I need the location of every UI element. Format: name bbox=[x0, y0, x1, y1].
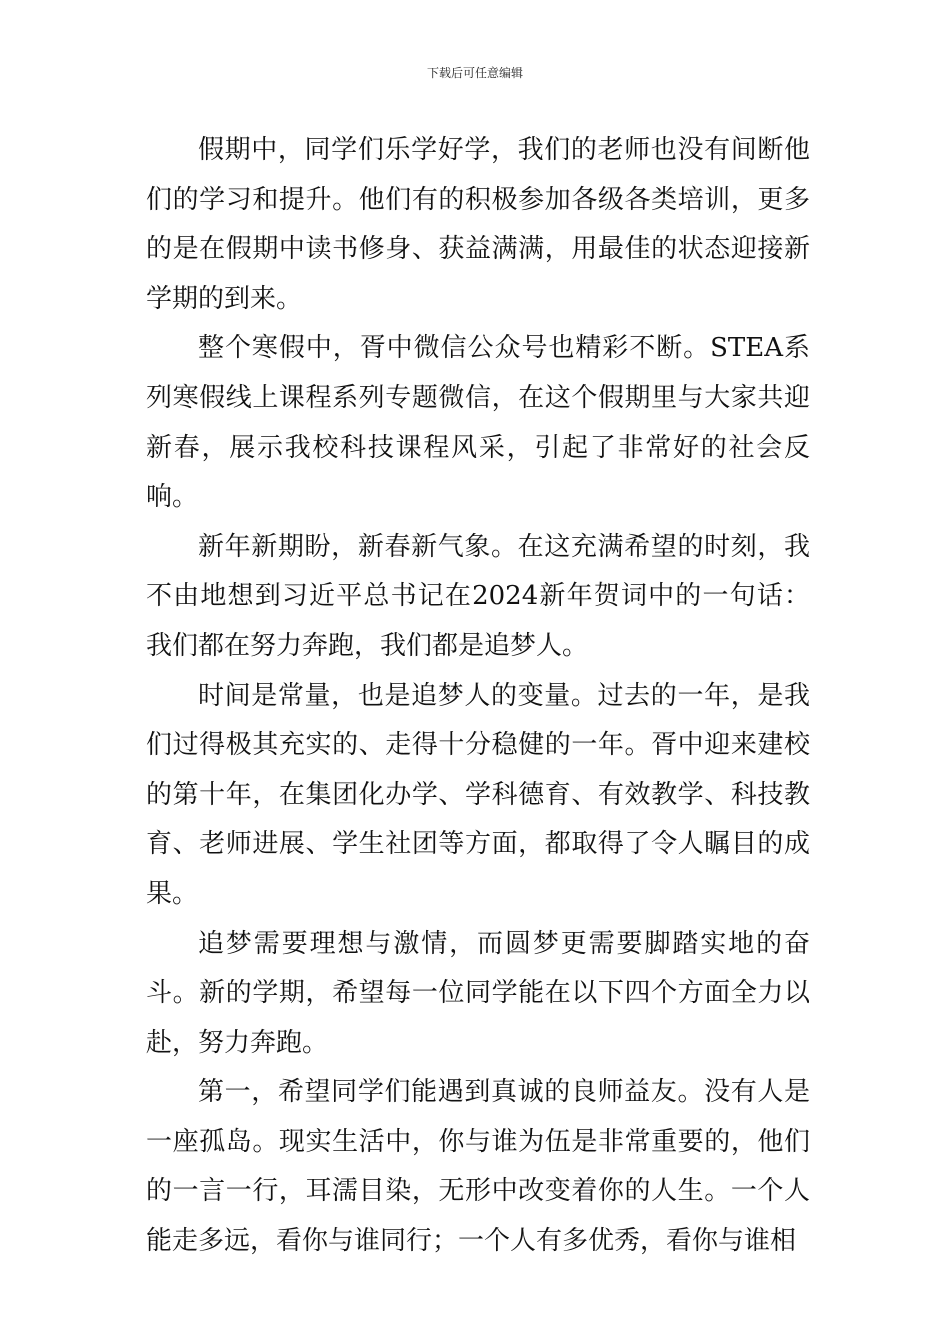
document-body bbox=[146, 126, 810, 1267]
page-header: 下载后可任意编辑 bbox=[426, 66, 523, 80]
paragraph-6: 第一，希望同学们能遇到真诚的良师益友。没有人是一座孤岛。现实生活中，你与谁为伍是非常重要的，他们的一言一行，耳濡目染，无形中改变着你的人生。一个人能走多远，看你与谁同行；一个人有多优秀，看你与谁相 bbox=[146, 1077, 810, 1257]
paragraph-2: 整个寒假中，胥中微信公众号也精彩不断。STEA系列寒假线上课程系列专题微信，在这个假期里与大家共迎新春，展示我校科技课程风采，引起了非常好的社会反响。 bbox=[146, 333, 810, 513]
paragraph-3: 新年新期盼，新春新气象。在这充满希望的时刻，我不由地想到习近平总书记在2024新年贺词中的一句话：我们都在努力奔跑，我们都是追梦人。 bbox=[146, 531, 810, 661]
paragraph-4: 时间是常量，也是追梦人的变量。过去的一年，是我们过得极其充实的、走得十分稳健的一年。胥中迎来建校的第十年，在集团化办学、学科德育、有效教学、科技教育、老师进展、学生社团等方面，都取得了令人瞩目的成果。 bbox=[146, 680, 810, 909]
paragraph-1: 假期中，同学们乐学好学，我们的老师也没有间断他们的学习和提升。他们有的积极参加各级各类培训，更多的是在假期中读书修身、获益满满，用最佳的状态迎接新学期的到来。 bbox=[146, 135, 810, 314]
paragraph-5: 追梦需要理想与激情，而圆梦更需要脚踏实地的奋斗。新的学期，希望每一位同学能在以下四个方面全力以赴，努力奔跑。 bbox=[146, 928, 810, 1058]
